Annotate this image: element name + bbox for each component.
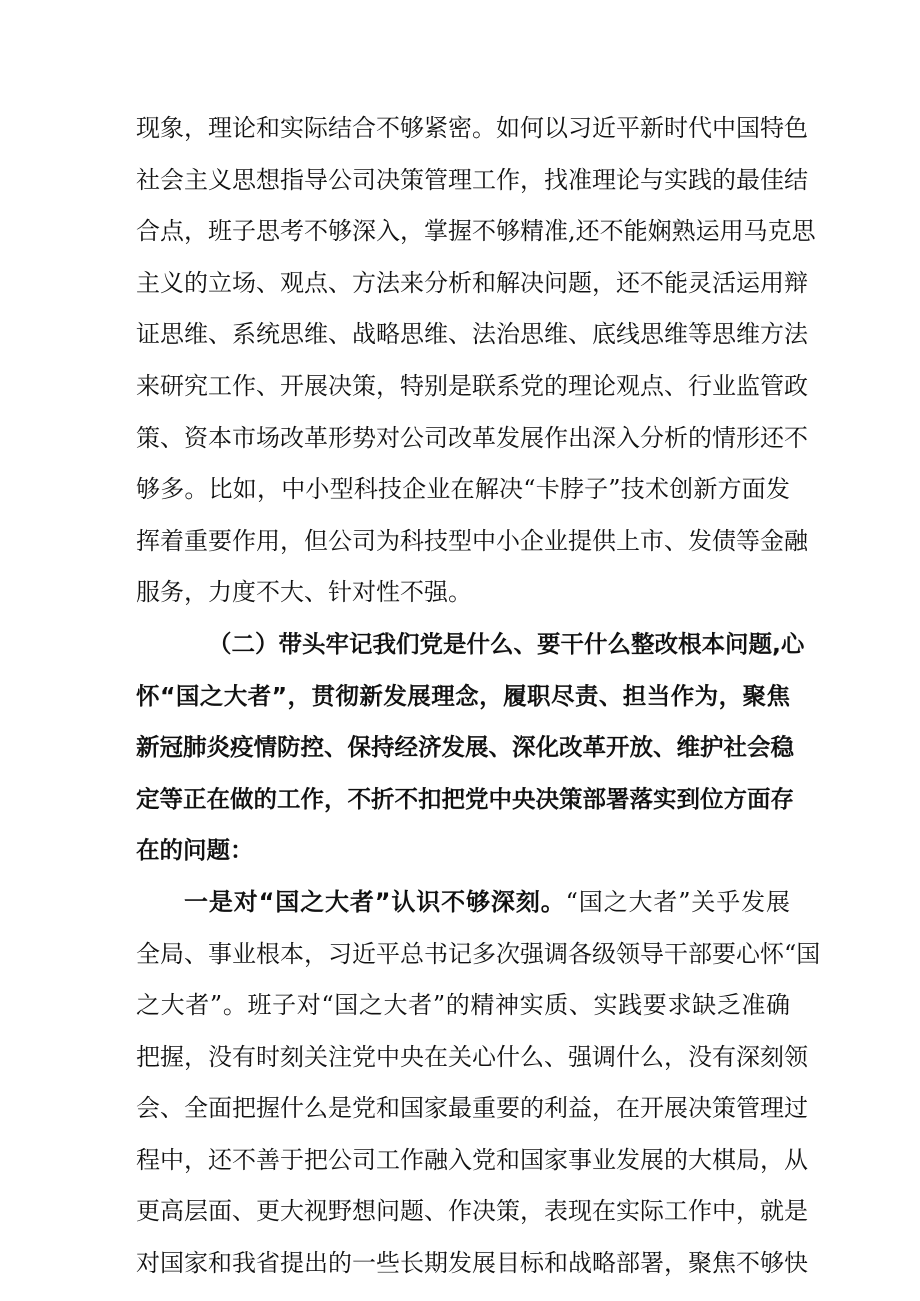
text-line: 全局、事业根本，习近平总书记多次强调各级领导干部要心怀“国 (136, 939, 821, 968)
text-line: 社会主义思想指导公司决策管理工作，找准理论与实践的最佳结 (136, 165, 808, 194)
text-line: 挥着重要作用，但公司为科技型中小企业提供上市、发债等金融 (136, 526, 808, 555)
text-line: 现象，理论和实际结合不够紧密。如何以习近平新时代中国特色 (136, 114, 808, 142)
text-line: 服务，力度不大、针对性不强。 (136, 578, 472, 607)
heading-line: 在的问题： (136, 836, 254, 865)
paragraph-lead-rest: “国之大者”关乎发展 (565, 887, 791, 916)
text-line: 策、资本市场改革形势对公司改革发展作出深入分析的情形还不 (136, 423, 808, 452)
text-line: 主义的立场、观点、方法来分析和解决问题，还不能灵活运用辩 (136, 268, 808, 297)
heading-line: 新冠肺炎疫情防控、保持经济发展、深化改革开放、维护社会稳 (136, 733, 794, 762)
text-line: 来研究工作、开展决策，特别是联系党的理论观点、行业监管政 (136, 371, 808, 400)
paragraph-guozhidazhe (136, 877, 821, 1290)
document-body (136, 103, 821, 1290)
text-line: 合点，班子思考不够深入，掌握不够精准,还不能娴熟运用马克思 (136, 217, 816, 246)
text-line: 证思维、系统思维、战略思维、法治思维、底线思维等思维方法 (136, 320, 808, 349)
text-line: 把握，没有时刻关注党中央在关心什么、强调什么，没有深刻领 (136, 1042, 808, 1071)
text-line: 对国家和我省提出的一些长期发展目标和战略部署，聚焦不够快 (136, 1249, 808, 1278)
heading-line: 怀“国之大者”，贯彻新发展理念，履职尽责、担当作为，聚焦 (136, 681, 790, 710)
heading-line: 定等正在做的工作，不折不扣把党中央决策部署落实到位方面存 (136, 784, 794, 813)
text-line-first (136, 877, 790, 929)
text-line: 程中，还不善于把公司工作融入党和国家事业发展的大棋局，从 (136, 1145, 808, 1174)
heading-line: （二）带头牢记我们党是什么、要干什么整改根本问题,心 (208, 629, 805, 658)
text-line: 更高层面、更大视野想问题、作决策，表现在实际工作中，就是 (136, 1197, 808, 1226)
text-line: 会、全面把握什么是党和国家最重要的利益，在开展决策管理过 (136, 1094, 808, 1123)
section-heading-2 (136, 619, 805, 877)
paragraph-lead-bold: 一是对“国之大者”认识不够深刻。 (184, 887, 566, 916)
paragraph-theory-practice (136, 103, 816, 619)
text-line: 之大者”。班子对“国之大者”的精神实质、实践要求缺乏准确 (136, 991, 790, 1020)
text-line: 够多。比如，中小型科技企业在解决“卡脖子”技术创新方面发 (136, 475, 790, 504)
